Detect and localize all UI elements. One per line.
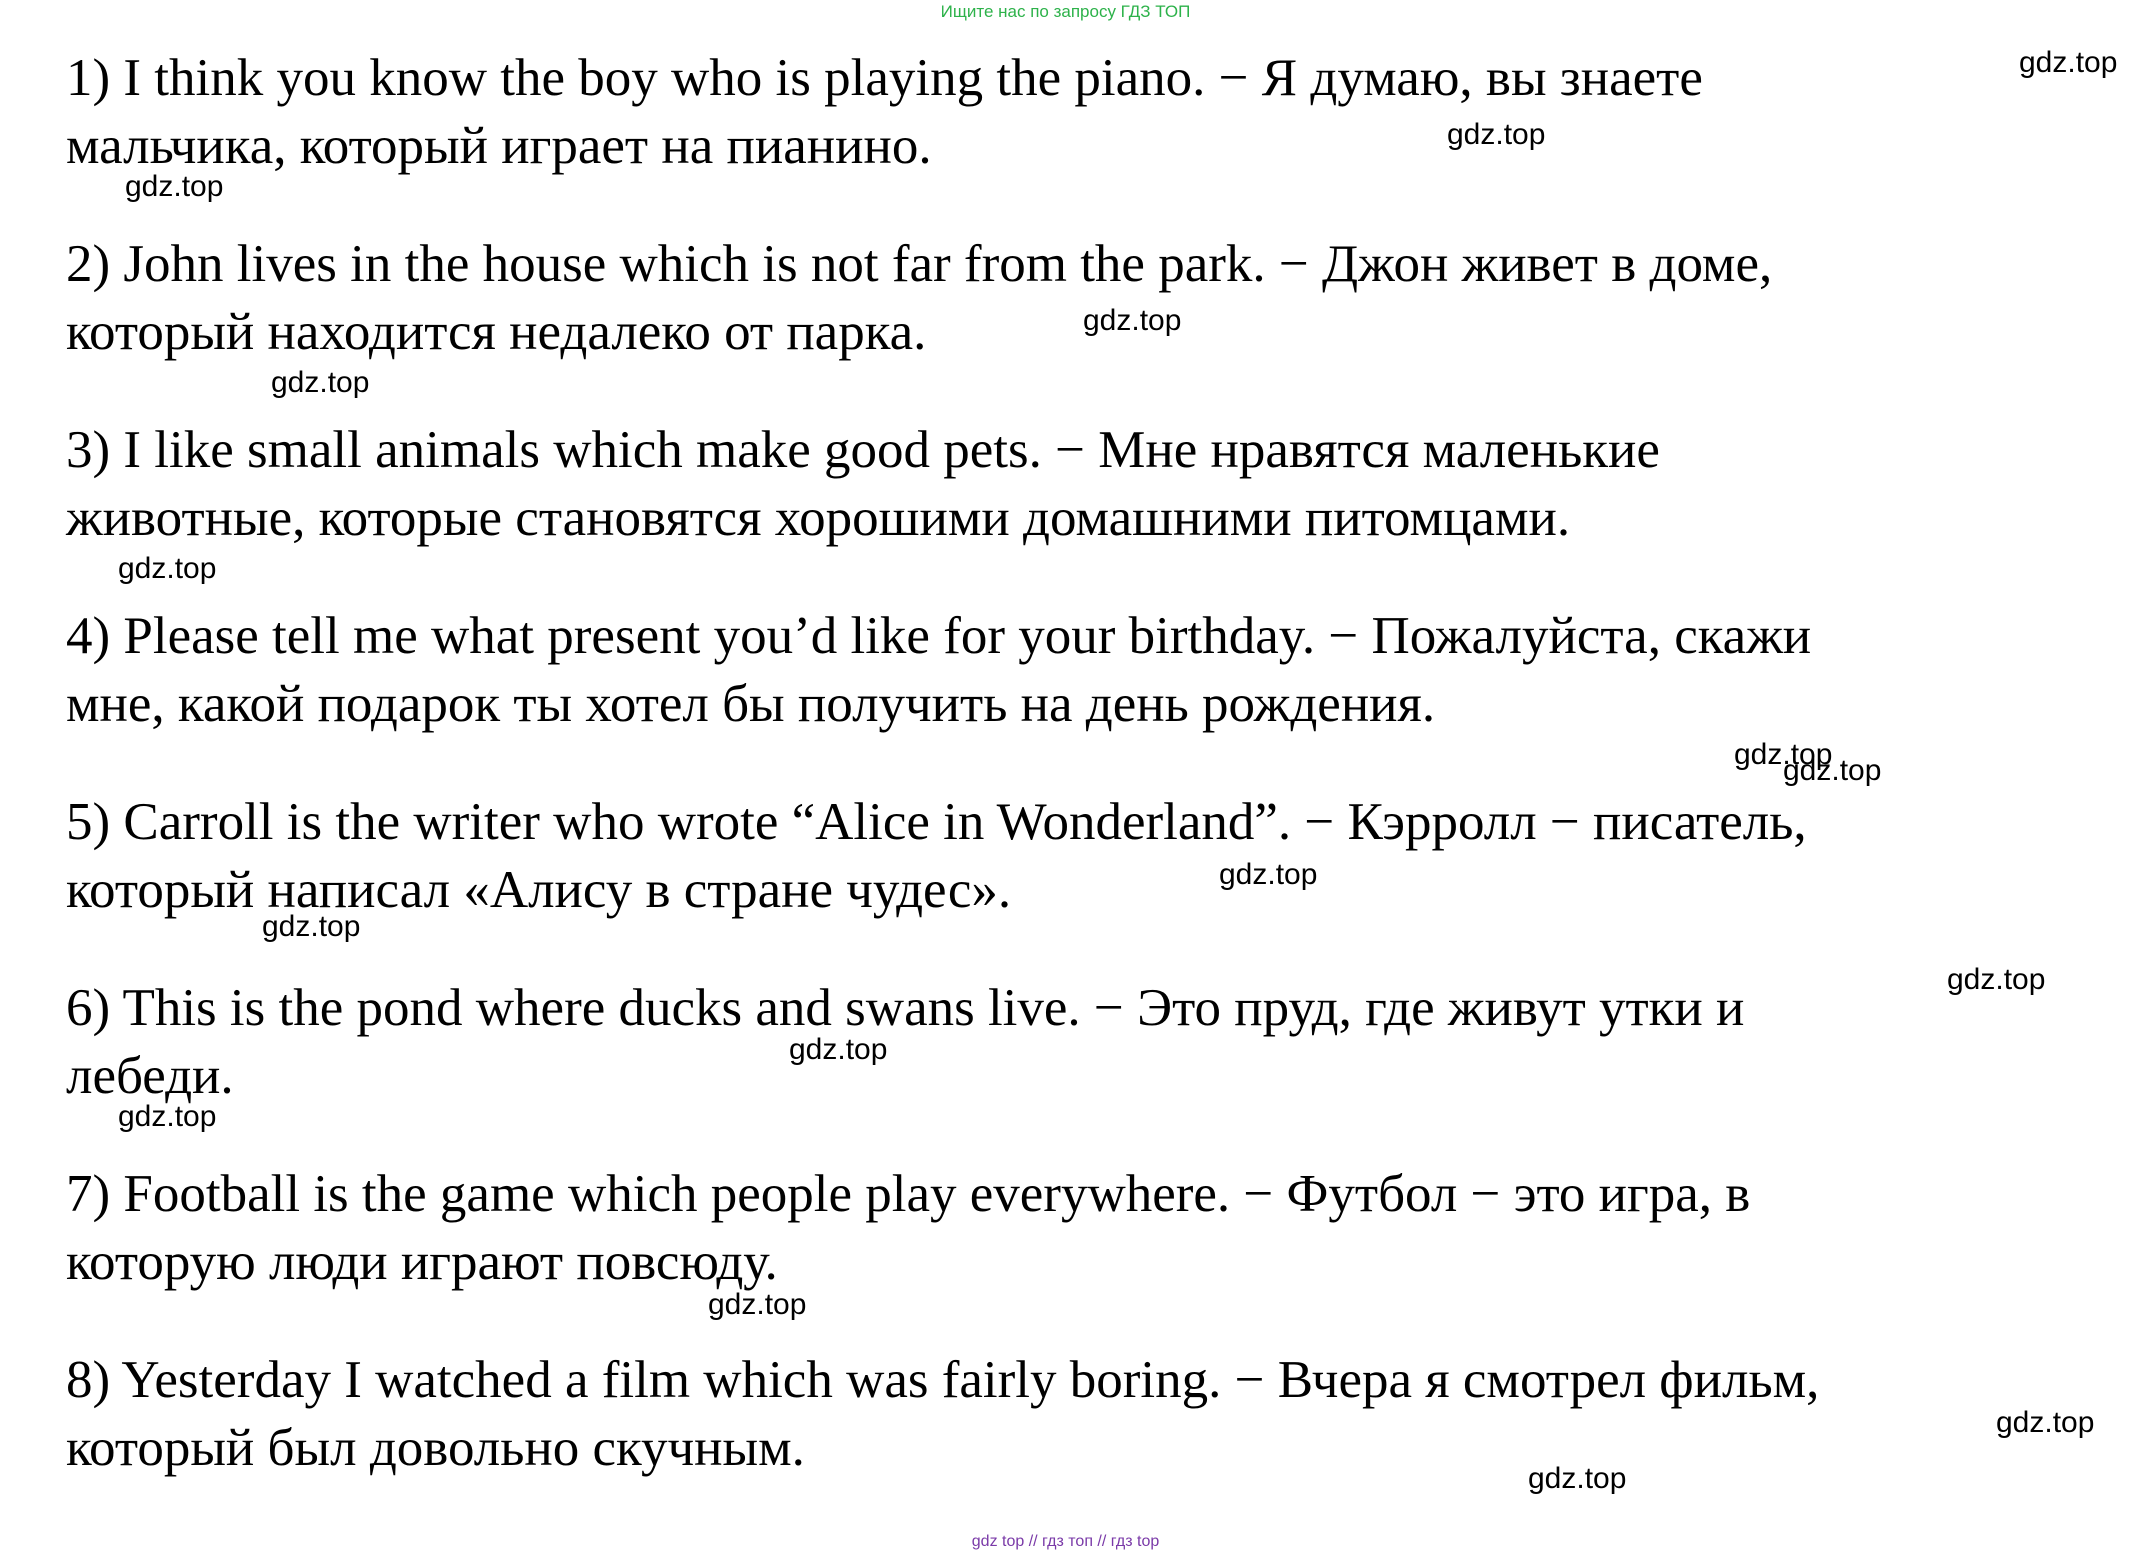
answer-line: 3) I like small animals which make good pets. − Мне нравятся маленькие xyxy=(66,421,1660,479)
answer-item-8 xyxy=(66,1346,2026,1532)
header-search-note: Ищите нас по запросу ГДЗ ТОП xyxy=(940,2,1191,21)
watermark: gdz.top xyxy=(1219,858,1318,891)
watermark: gdz.top xyxy=(2019,46,2118,79)
answer-list xyxy=(66,44,2026,1532)
answer-line: лебеди. xyxy=(66,1047,234,1105)
answer-line: 2) John lives in the house which is not far from the park. − Джон живет в доме, xyxy=(66,235,1773,293)
answer-item-4 xyxy=(66,602,2026,788)
watermark: gdz.top xyxy=(1947,963,2046,996)
answer-line: 8) Yesterday I watched a film which was fairly boring. − Вчера я смотрел фильм, xyxy=(66,1351,1820,1409)
answer-line: 6) This is the pond where ducks and swans live. − Это пруд, где живут утки и xyxy=(66,979,1745,1037)
answer-line: который написал «Алису в стране чудес». xyxy=(66,861,1012,919)
footer-note: gdz top // гдз топ // гдз top xyxy=(971,1533,1160,1550)
answer-line: 4) Please tell me what present you’d like for your birthday. − Пожалуйста, скажи xyxy=(66,607,1812,665)
answer-item-7 xyxy=(66,1160,2026,1346)
answer-item-5 xyxy=(66,788,2026,974)
watermark: gdz.top xyxy=(125,170,224,203)
watermark: gdz.top xyxy=(118,552,217,585)
answer-item-3 xyxy=(66,416,2026,602)
watermark: gdz.top xyxy=(1528,1462,1627,1495)
watermark: gdz.top xyxy=(262,910,361,943)
answer-line: мальчика, который играет на пианино. xyxy=(66,117,932,175)
answer-line: мне, какой подарок ты хотел бы получить на день рождения. xyxy=(66,675,1436,733)
watermark: gdz.top xyxy=(789,1033,888,1066)
answer-line: 7) Football is the game which people play everywhere. − Футбол − это игра, в xyxy=(66,1165,1751,1223)
answer-line: которую люди играют повсюду. xyxy=(66,1233,778,1291)
answer-item-6 xyxy=(66,974,2026,1160)
watermark: gdz.top xyxy=(1783,754,1882,787)
answer-line: 1) I think you know the boy who is playing the piano. − Я думаю, вы знаете xyxy=(66,49,1703,107)
answer-line: животные, которые становятся хорошими домашними питомцами. xyxy=(66,489,1571,547)
watermark: gdz.top xyxy=(118,1100,217,1133)
watermark: gdz.top xyxy=(708,1288,807,1321)
answer-item-1 xyxy=(66,44,2026,230)
watermark: gdz.top xyxy=(1083,304,1182,337)
watermark: gdz.top xyxy=(1447,118,1546,151)
answer-line: 5) Carroll is the writer who wrote “Alice in Wonderland”. − Кэрролл − писатель, xyxy=(66,793,1807,851)
watermark: gdz.top xyxy=(271,366,370,399)
watermark: gdz.top xyxy=(1996,1406,2095,1439)
watermark: gdz.top xyxy=(1734,738,1833,771)
answer-line: который был довольно скучным. xyxy=(66,1419,805,1477)
answer-line: который находится недалеко от парка. xyxy=(66,303,927,361)
